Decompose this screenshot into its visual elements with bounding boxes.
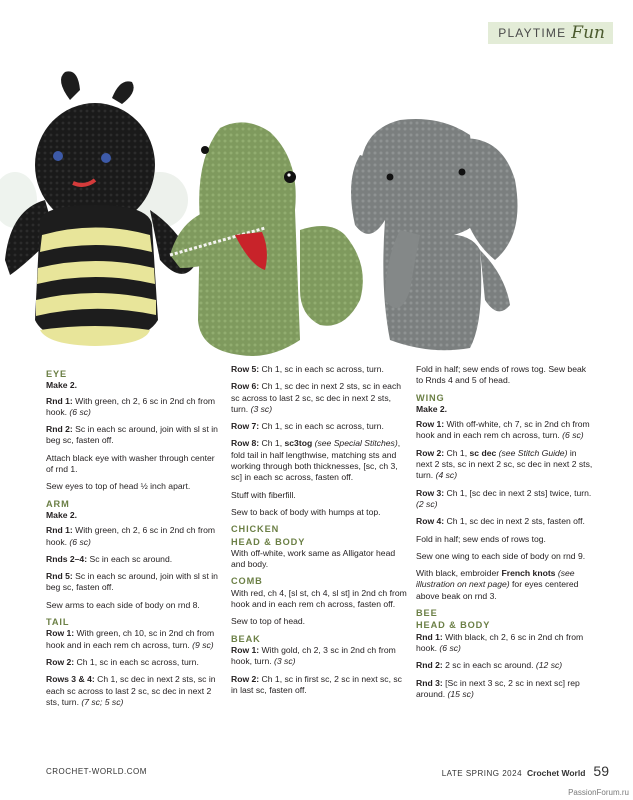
make-count: Make 2. <box>46 509 78 520</box>
section-heading-wing: WING <box>416 392 445 403</box>
instruction-row-5: Row 5: Ch 1, sc in each sc across, turn. <box>231 364 384 374</box>
make-count: Make 2. <box>46 380 78 391</box>
section-heading-eye: EYE <box>46 369 68 379</box>
instruction-rnd-2: Rnd 2: 2 sc in each sc around. (12 sc) <box>416 660 563 671</box>
section-heading-arm: ARM <box>46 498 70 509</box>
instruction-row-3: Row 3: Ch 1, [sc dec in next 2 sts] twice, turn. (2 sc) <box>416 487 592 509</box>
instruction-text: Sew arms to each side of body on rnd 8. <box>46 599 200 610</box>
instruction-text: Fold in half; sew ends of rows tog. <box>416 533 546 544</box>
section-flourish: Fun <box>571 23 605 43</box>
section-heading-head-body: HEAD & BODY <box>231 536 306 547</box>
section-heading-head-body: HEAD & BODY <box>416 620 491 631</box>
instruction-row-6: Row 6: Ch 1, sc dec in next 2 sts, sc in each sc across to last 2 sc, sc dec in next 2 sts, turn. (3 sc) <box>231 381 402 414</box>
instruction-text: Fold in half; sew ends of rows tog. Sew beak to Rnds 4 and 5 of head. <box>416 364 587 386</box>
section-label: PLAYTIME <box>498 26 567 40</box>
instruction-row-1: Row 1: With off-white, ch 7, sc in 2nd ch from hook and in each rem ch across, turn. (6 sc) <box>416 419 590 441</box>
instruction-row-8: Row 8: Ch 1, sc3tog (see Special Stitches), fold tail in half lengthwise, matching sts and working through both thicknesses, [sc, ch 3, sc] in each sc across, fasten off. <box>231 438 401 483</box>
instruction-row-1: Row 1: With green, ch 10, sc in 2nd ch from hook and in each rem ch across, turn. (9 sc) <box>46 628 215 650</box>
instruction-rnd-1: Rnd 1: With black, ch 2, 6 sc in 2nd ch from hook. (6 sc) <box>416 631 584 653</box>
pattern-column-1 <box>46 364 222 714</box>
instruction-text: Sew to top of head. <box>231 616 306 627</box>
pattern-column-3 <box>416 364 594 706</box>
instruction-text: Attach black eye with washer through center of rnd 1. <box>46 452 215 475</box>
section-tag <box>488 22 613 44</box>
pattern-column-2 <box>231 364 407 702</box>
instruction-row-2: Row 2: Ch 1, sc dec (see Stitch Guide) in next 2 sts, sc in next 2 sc, sc dec in next 2 sts, turn. (4 sc) <box>416 447 593 481</box>
instruction-row-4: Row 4: Ch 1, sc dec in next 2 sts, fasten off. <box>416 516 585 527</box>
instruction-text: Sew to back of body with humps at top. <box>231 506 381 517</box>
instruction-text: Stuff with fiberfill. <box>231 489 296 500</box>
section-heading-bee: BEE <box>416 608 438 619</box>
instruction-rnds-2-4: Rnds 2–4: Sc in each sc around. <box>46 553 173 564</box>
page-number: 59 <box>593 763 609 779</box>
footer-issue: LATE SPRING 2024 <box>441 769 523 778</box>
instruction-rows-3-4: Rows 3 & 4: Ch 1, sc dec in next 2 sts, sc in each sc across to last 2 sc, sc dec in next 2 sts, turn. (7 sc; 5 sc) <box>46 674 216 707</box>
instruction-text: With black, embroider French knots (see illustration on next page) for eyes centered above beak on rnd 3. <box>416 568 579 601</box>
footer-site: CROCHET-WORLD.COM <box>46 767 147 776</box>
instruction-row-2: Row 2: Ch 1, sc in each sc across, turn. <box>46 656 199 667</box>
section-heading-tail: TAIL <box>46 617 70 628</box>
section-heading-chicken: CHICKEN <box>231 524 280 535</box>
instruction-text: Sew eyes to top of head ½ inch apart. <box>46 481 191 492</box>
instruction-text: Sew one wing to each side of body on rnd 9. <box>416 550 586 561</box>
instruction-row-7: Row 7: Ch 1, sc in each sc across, turn. <box>231 421 384 432</box>
instruction-rnd-3: Rnd 3: [Sc in next 3 sc, 2 sc in next sc] rep around. (15 sc) <box>416 677 580 699</box>
instruction-rnd-5: Rnd 5: Sc in each sc around, join with sl st in beg sc, fasten off. <box>46 571 218 593</box>
elephant-puppet <box>351 119 518 350</box>
instruction-rnd-1: Rnd 1: With green, ch 2, 6 sc in 2nd ch from hook. (6 sc) <box>46 525 216 547</box>
footer-magazine: Crochet World <box>527 768 586 778</box>
instruction-text: With red, ch 4, [sl st, ch 4, sl st] in 2nd ch from hook and in each rem ch across, fasten off. <box>231 587 407 610</box>
instruction-row-2: Row 2: Ch 1, sc in first sc, 2 sc in next sc, sc in last sc, fasten off. <box>231 673 402 695</box>
make-count: Make 2. <box>416 403 448 414</box>
puppets-photo <box>0 60 633 360</box>
footer-folio <box>442 763 609 779</box>
alligator-puppet <box>170 122 363 356</box>
instruction-rnd-2: Rnd 2: Sc in each sc around, join with sl st in beg sc, fasten off. <box>46 424 218 446</box>
section-heading-comb: COMB <box>231 576 263 587</box>
watermark: PassionForum.ru <box>568 788 629 797</box>
instruction-rnd-1: Rnd 1: With green, ch 2, 6 sc in 2nd ch from hook. (6 sc) <box>46 395 216 417</box>
instruction-row-1: Row 1: With gold, ch 2, 3 sc in 2nd ch from hook, turn. (3 sc) <box>231 644 396 667</box>
section-heading-beak: BEAK <box>231 633 261 644</box>
instruction-text: With off-white, work same as Alligator head and body. <box>231 547 396 570</box>
